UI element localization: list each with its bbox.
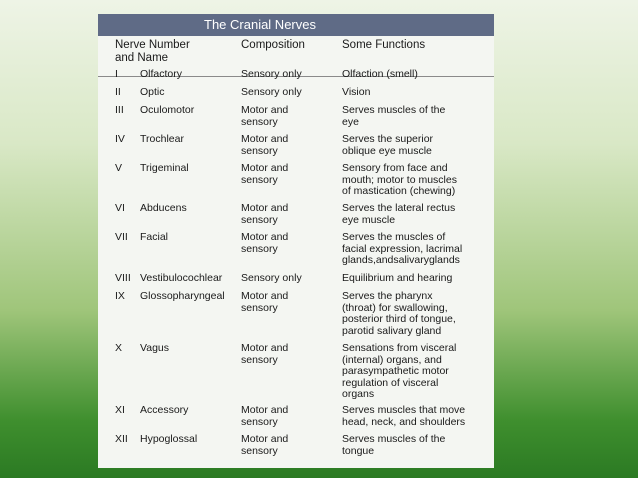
row-12-number-line-1: XII xyxy=(115,433,128,445)
row-1-number xyxy=(115,69,137,81)
row-6-composition-line-2: sensory xyxy=(241,213,278,226)
row-9-composition-line-1: Motor and xyxy=(241,290,289,302)
row-12-functions-line-1: Serves muscles of the xyxy=(342,433,446,445)
row-2-functions xyxy=(342,87,492,99)
row-12-composition xyxy=(241,434,337,457)
row-9-functions-line-1: Serves the pharynx xyxy=(342,290,433,302)
header-functions: Some Functions xyxy=(342,39,426,51)
row-5-functions-line-1: Sensory from face and xyxy=(342,162,448,174)
row-5-functions xyxy=(342,163,492,198)
row-6-functions-line-2: eye muscle xyxy=(342,213,396,226)
row-10-name xyxy=(140,343,236,355)
row-10-functions-line-4: regulation of visceral xyxy=(342,376,439,389)
row-7-functions-line-1: Serves the muscles of xyxy=(342,231,446,243)
row-10-functions-line-3: parasympathetic motor xyxy=(342,365,449,377)
row-10-composition-line-1: Motor and xyxy=(241,342,289,354)
row-9-functions-line-3: posterior third of tongue, xyxy=(342,313,456,325)
row-5-composition xyxy=(241,163,337,186)
row-2-number-line-1: II xyxy=(115,86,121,98)
row-10-name-line-1: Vagus xyxy=(140,342,169,354)
row-5-functions-line-2: mouth; motor to muscles xyxy=(342,173,457,186)
row-12-name xyxy=(140,434,236,446)
header-nerve-line-2: and Name xyxy=(115,51,169,64)
row-10-number xyxy=(115,343,137,355)
row-1-number-line-1: I xyxy=(115,68,118,80)
row-4-composition-line-1: Motor and xyxy=(241,133,289,145)
row-9-number-line-1: IX xyxy=(115,290,125,302)
row-4-functions-line-2: oblique eye muscle xyxy=(342,144,432,157)
row-10-functions-line-2: (internal) organs, and xyxy=(342,353,442,366)
row-8-name-line-1: Vestibulocochlear xyxy=(140,272,223,284)
row-8-composition xyxy=(241,273,337,285)
row-3-functions-line-1: Serves muscles of the xyxy=(342,104,446,116)
cranial-nerves-table xyxy=(98,14,494,468)
row-3-number xyxy=(115,105,137,117)
row-4-name-line-1: Trochlear xyxy=(140,133,184,145)
row-4-number xyxy=(115,134,137,146)
row-3-composition-line-2: sensory xyxy=(241,115,278,128)
row-7-composition xyxy=(241,232,337,255)
row-11-number-line-1: XI xyxy=(115,404,125,416)
header-nerve-line-1: Nerve Number xyxy=(115,39,190,51)
row-6-number-line-1: VI xyxy=(115,202,125,214)
row-8-functions-line-1: Equilibrium and hearing xyxy=(342,272,453,284)
row-2-composition xyxy=(241,87,337,99)
row-5-functions-line-3: of mastication (chewing) xyxy=(342,185,456,197)
row-11-name-line-1: Accessory xyxy=(140,404,189,416)
row-8-number xyxy=(115,273,137,285)
row-9-composition-line-2: sensory xyxy=(241,301,278,314)
header-composition: Composition xyxy=(241,39,305,51)
row-10-functions-line-1: Sensations from visceral xyxy=(342,342,457,354)
row-11-composition-line-1: Motor and xyxy=(241,404,289,416)
row-2-functions-line-1: Vision xyxy=(342,86,371,98)
row-6-functions xyxy=(342,203,492,226)
row-4-functions-line-1: Serves the superior xyxy=(342,133,434,145)
row-11-number xyxy=(115,405,137,417)
row-3-functions xyxy=(342,105,492,128)
row-11-composition xyxy=(241,405,337,428)
row-3-number-line-1: III xyxy=(115,104,124,116)
row-12-number xyxy=(115,434,137,446)
row-7-number xyxy=(115,232,137,244)
row-4-name xyxy=(140,134,236,146)
row-7-composition-line-1: Motor and xyxy=(241,231,289,243)
row-7-name-line-1: Facial xyxy=(140,231,169,243)
row-5-name xyxy=(140,163,236,175)
row-2-composition-line-1: Sensory only xyxy=(241,86,302,98)
row-10-functions-line-5: organs xyxy=(342,388,375,400)
row-3-composition xyxy=(241,105,337,128)
row-7-functions-line-3: glands,andsalivaryglands xyxy=(342,254,460,266)
row-1-name xyxy=(140,69,236,81)
row-8-composition-line-1: Sensory only xyxy=(241,272,302,284)
row-9-functions-line-4: parotid salivary gland xyxy=(342,324,442,337)
row-6-composition-line-1: Motor and xyxy=(241,202,289,214)
row-9-functions-line-2: (throat) for swallowing, xyxy=(342,301,448,314)
row-10-functions xyxy=(342,343,492,401)
row-11-functions-line-2: head, neck, and shoulders xyxy=(342,415,466,428)
row-1-composition-line-1: Sensory only xyxy=(241,68,302,80)
row-9-number xyxy=(115,291,137,303)
row-3-name-line-1: Oculomotor xyxy=(140,104,195,116)
row-6-functions-line-1: Serves the lateral rectus xyxy=(342,202,456,214)
row-10-composition-line-2: sensory xyxy=(241,353,278,366)
row-5-name-line-1: Trigeminal xyxy=(140,162,189,174)
row-8-name xyxy=(140,273,236,285)
row-3-functions-line-2: eye xyxy=(342,115,359,128)
row-4-number-line-1: IV xyxy=(115,133,125,145)
row-2-number xyxy=(115,87,137,99)
row-3-name xyxy=(140,105,236,117)
row-4-functions xyxy=(342,134,492,157)
row-9-name-line-1: Glossopharyngeal xyxy=(140,290,225,302)
row-1-functions xyxy=(342,69,492,81)
row-4-composition-line-2: sensory xyxy=(241,144,278,157)
row-12-functions xyxy=(342,434,492,457)
row-7-composition-line-2: sensory xyxy=(241,242,278,255)
row-9-functions xyxy=(342,291,492,337)
row-11-functions xyxy=(342,405,492,428)
row-12-composition-line-2: sensory xyxy=(241,444,278,457)
row-8-number-line-1: VIII xyxy=(115,272,131,284)
row-12-composition-line-1: Motor and xyxy=(241,433,289,445)
row-6-name-line-1: Abducens xyxy=(140,202,187,214)
row-12-functions-line-2: tongue xyxy=(342,444,375,457)
row-5-composition-line-1: Motor and xyxy=(241,162,289,174)
row-12-name-line-1: Hypoglossal xyxy=(140,433,198,445)
row-11-name xyxy=(140,405,236,417)
row-5-number xyxy=(115,163,137,175)
row-4-composition xyxy=(241,134,337,157)
table-title: The Cranial Nerves xyxy=(98,14,494,36)
row-11-functions-line-1: Serves muscles that move xyxy=(342,404,466,416)
row-10-composition xyxy=(241,343,337,366)
row-2-name xyxy=(140,87,236,99)
row-7-functions-line-2: facial expression, lacrimal xyxy=(342,242,463,255)
row-6-composition xyxy=(241,203,337,226)
row-5-number-line-1: V xyxy=(115,162,123,174)
row-2-name-line-1: Optic xyxy=(140,86,165,98)
row-8-functions xyxy=(342,273,492,285)
row-3-composition-line-1: Motor and xyxy=(241,104,289,116)
row-1-name-line-1: Olfactory xyxy=(140,68,183,80)
row-7-functions xyxy=(342,232,492,267)
row-5-composition-line-2: sensory xyxy=(241,173,278,186)
row-7-number-line-1: VII xyxy=(115,231,128,243)
header-nerve xyxy=(115,39,235,64)
row-7-name xyxy=(140,232,236,244)
row-1-functions-line-1: Olfaction (smell) xyxy=(342,68,418,80)
row-11-composition-line-2: sensory xyxy=(241,415,278,428)
row-10-number-line-1: X xyxy=(115,342,123,354)
row-6-name xyxy=(140,203,236,215)
row-9-composition xyxy=(241,291,337,314)
row-6-number xyxy=(115,203,137,215)
row-9-name xyxy=(140,291,236,303)
row-1-composition xyxy=(241,69,337,81)
